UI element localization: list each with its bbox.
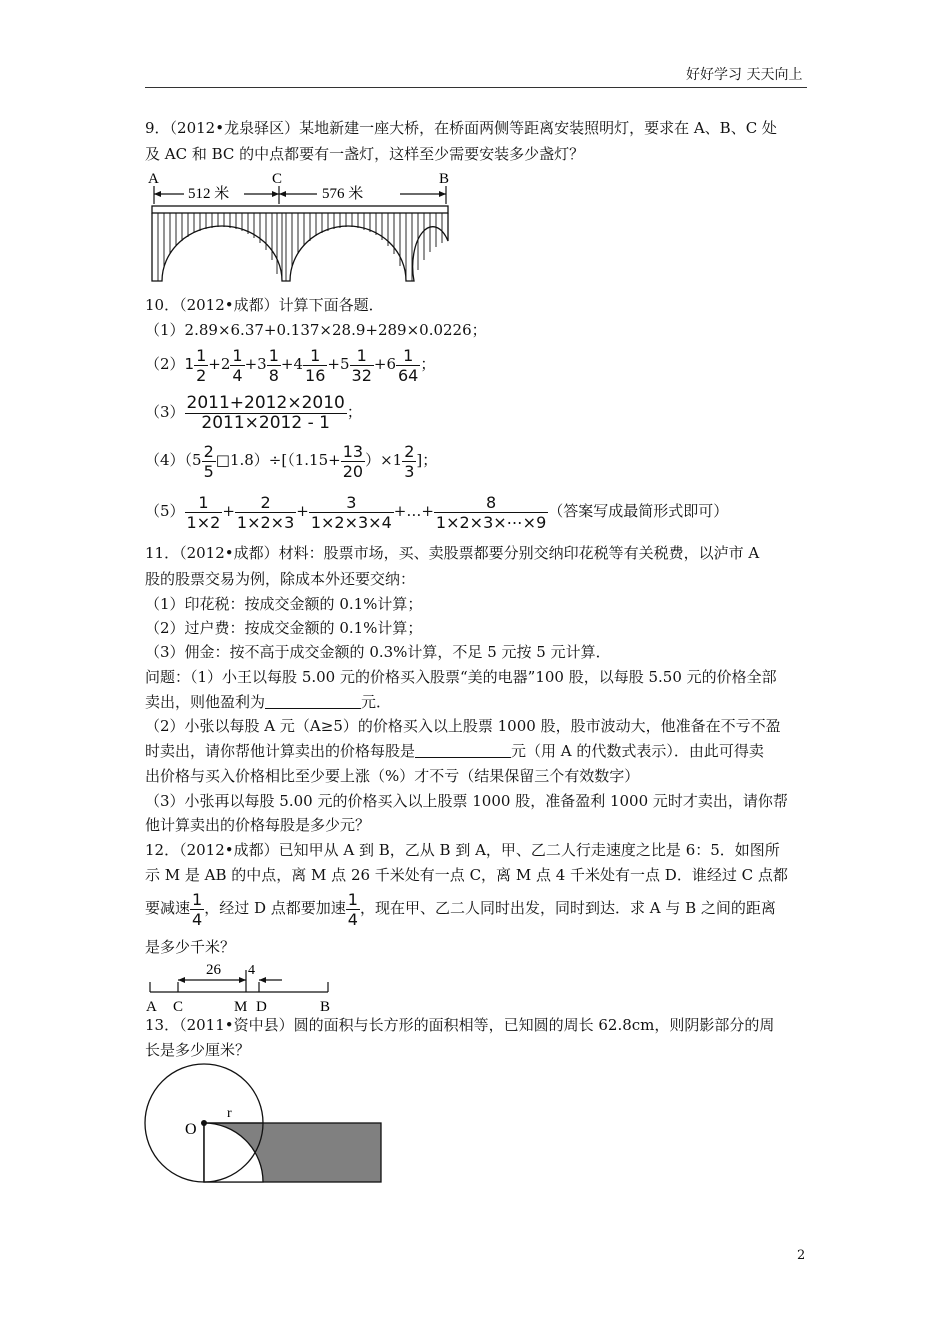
- q9-line-2: 及 AC 和 BC 的中点都要有一盏灯，这样至少需要安装多少盏灯？: [145, 145, 585, 163]
- q13-line-2: 长是多少厘米？: [145, 1041, 251, 1059]
- q10-part-4: （4）（5 $\frac{2}{5}$ □1.8）÷[（1.15+ $\frac{13}{20}$ ）×1 $\frac{2}{3}$ ]；: [145, 441, 438, 481]
- radius-label: r: [227, 1106, 232, 1121]
- q10-part-2: （2）1 $\frac{1}{2}$ +2 $\frac{1}{4}$ +3 $\frac{1}{8}$ +4 $\frac{1}{16}$ +5 $\frac{1}{32}$ +6 $\frac{1}{64}$ ；: [145, 345, 436, 385]
- bridge-label-c: C: [272, 171, 283, 187]
- fig-label-4: 4: [248, 963, 255, 978]
- bridge-dist-ac: 512 米: [188, 186, 230, 202]
- q11-line-11: （3）小张再以每股 5.00 元的价格买入以上股票 1000 股，准备盈利 1000 元时才卖出，请你帮: [145, 792, 788, 810]
- fig-point-c: C: [173, 999, 184, 1015]
- q11-line-1: 11．（2012•成都）材料：股票市场，买、卖股票都要分别交纳印花税等有关税费，以泸市 A: [145, 544, 760, 562]
- answer-blank-price[interactable]: [415, 742, 511, 758]
- q12-line-3: 要减速 $\frac{1}{4}$ ，经过 D 点都要加速 $\frac{1}{4}$ ，现在甲、乙二人同时出发，同时到达．求 A 与 B 之间的距离: [145, 889, 776, 929]
- circle-center-label: O: [185, 1121, 197, 1138]
- q12-line-1: 12．（2012•成都）已知甲从 A 到 B，乙从 B 到 A，甲、乙二人行走速度之比是 6：5．如图所: [145, 841, 780, 859]
- q11-line-2: 股的股票交易为例，除成本外还要交纳：: [145, 570, 416, 588]
- fig-point-a: A: [146, 999, 157, 1015]
- q9-line-1: 9．（2012•龙泉驿区）某地新建一座大桥，在桥面两侧等距离安装照明灯，要求在 A、B、C 处: [145, 119, 777, 137]
- fig-point-m: M: [234, 999, 248, 1015]
- q10-intro: 10．（2012•成都）计算下面各题．: [145, 296, 384, 314]
- q11-line-12: 他计算卖出的价格每股是多少元？: [145, 816, 371, 834]
- fig-point-b: B: [320, 999, 331, 1015]
- bridge-figure: [142, 166, 460, 286]
- page-header: 好好学习 天天向上: [686, 67, 803, 83]
- q10-part-1: （1）2.89×6.37+0.137×28.9+289×0.0226；: [145, 321, 487, 339]
- bridge-label-a: A: [148, 171, 159, 187]
- header-rule: [145, 87, 807, 88]
- page-number: 2: [797, 1248, 806, 1263]
- q12-line-4: 是多少千米？: [145, 938, 236, 956]
- q11-line-8: （2）小张以每股 A 元（A≥5）的价格买入以上股票 1000 股，股市波动大，他准备在不亏不盈: [145, 717, 781, 735]
- q11-line-5: （3）佣金：按不高于成交金额的 0.3%计算，不足 5 元按 5 元计算．: [145, 643, 611, 661]
- bridge-label-b: B: [439, 171, 450, 187]
- q11-line-6: 问题：（1）小王以每股 5.00 元的价格买入股票“美的电器”100 股，以每股 5.50 元的价格全部: [145, 668, 777, 686]
- answer-blank-profit[interactable]: [265, 693, 361, 709]
- bridge-dist-cb: 576 米: [322, 186, 364, 202]
- q10-part-3: （3） $\frac{2011+2012\times 2010}{2011\times 2012 - 1}$ ；: [145, 392, 362, 433]
- distance-figure: [142, 958, 342, 1016]
- q11-line-10: 出价格与买入价格相比至少要上涨（%）才不亏（结果保留三个有效数字）: [145, 767, 640, 785]
- circle-rectangle-figure: [140, 1062, 390, 1192]
- q10-part-5: （5） $\frac{1}{1\times 2}$ + $\frac{2}{1\times 2\times 3}$ + $\frac{3}{1\times 2\times 3\times 4}$ +…+ $\frac{8}{1\times 2\times 3\times\cdots\times 9}$ （答案写成最简形式即可）: [145, 492, 729, 532]
- q11-line-9: 时卖出，请你帮他计算卖出的价格每股是 元（用 A 的代数式表示）．由此可得卖: [145, 742, 764, 760]
- q11-line-3: （1）印花税：按成交金额的 0.1%计算；: [145, 595, 423, 613]
- q11-line-7: 卖出，则他盈利为 元．: [145, 693, 392, 711]
- fig-point-d: D: [256, 999, 267, 1015]
- q12-line-2: 示 M 是 AB 的中点，离 M 点 26 千米处有一点 C，离 M 点 4 千米处有一点 D．谁经过 C 点都: [145, 866, 788, 884]
- q11-line-4: （2）过户费：按成交金额的 0.1%计算；: [145, 619, 423, 637]
- q13-line-1: 13．（2011•资中县）圆的面积与长方形的面积相等，已知圆的周长 62.8cm，则阴影部分的周: [145, 1016, 775, 1034]
- fig-label-26: 26: [206, 962, 221, 978]
